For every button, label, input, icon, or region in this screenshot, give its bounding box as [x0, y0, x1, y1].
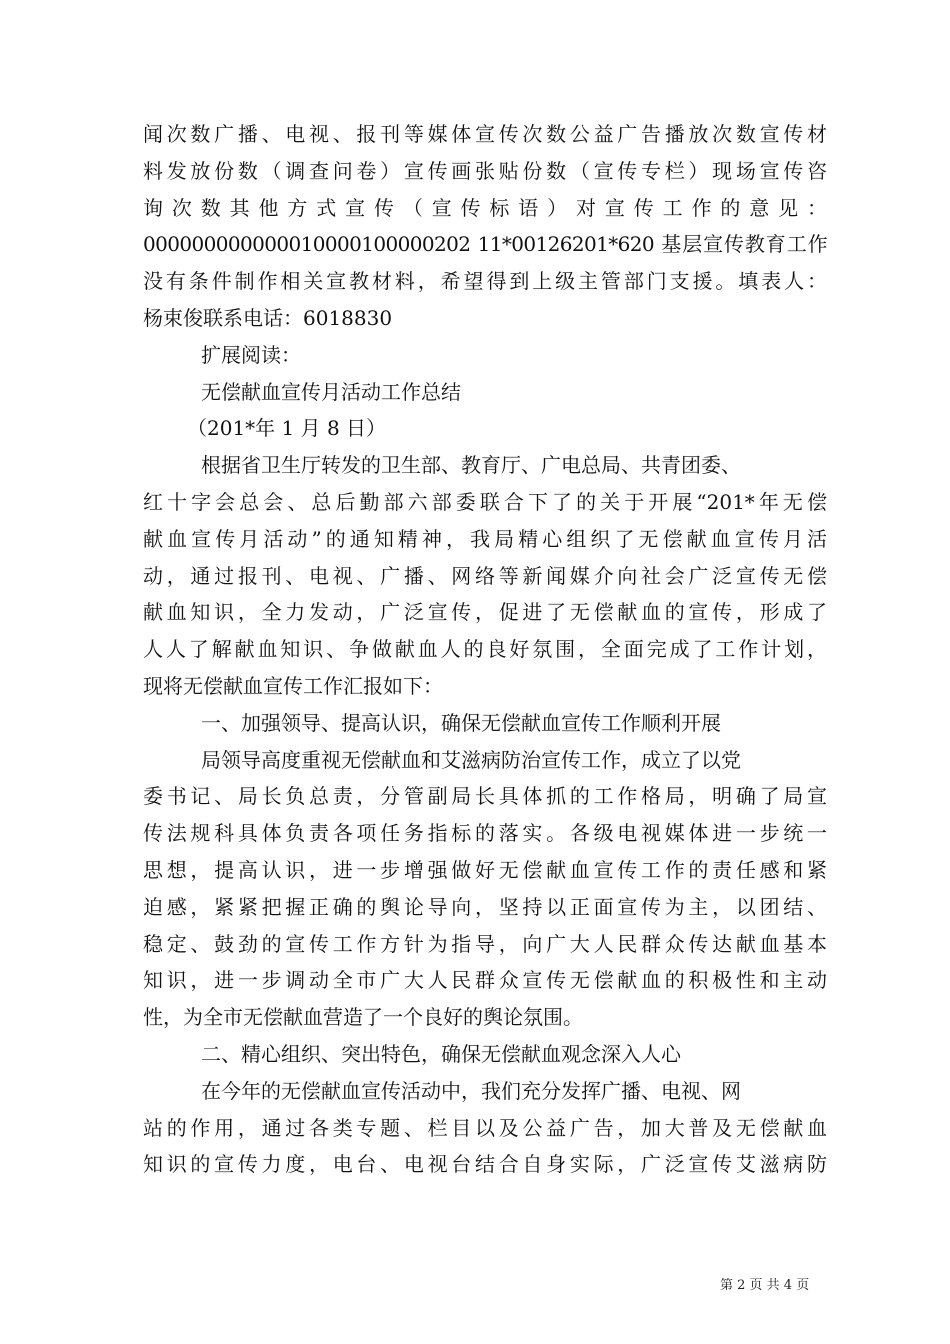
- section-label: 扩展阅读：: [201, 342, 301, 367]
- document-date: （201*年 1 月 8 日）: [187, 416, 387, 441]
- document-body: [143, 116, 827, 1183]
- text-line: 性，为全市无偿献血营造了一个良好的舆论氛围。: [143, 1005, 583, 1030]
- text-line: 现将无偿献血宣传工作汇报如下：: [143, 673, 443, 698]
- document-title: 无偿献血宣传月活动工作总结: [201, 379, 461, 404]
- text-line: 在今年的无偿献血宣传活动中，我们充分发挥广播、电视、网: [201, 1078, 741, 1103]
- section-heading: 二、精心组织、突出特色，确保无偿献血观念深入人心: [201, 1041, 681, 1066]
- text-line: 000000000000010000100000202 11*00126201*620 基层宣传教育工作: [143, 232, 827, 257]
- text-line: 杨束俊联系电话：6018830: [143, 305, 393, 330]
- page-number: 第 2 页 共 4 页: [720, 1278, 810, 1293]
- text-line: 献血宣传月活动”的通知精神，我局精心组织了无偿献血宣传月活: [143, 526, 827, 551]
- text-line: 闻次数广播、电视、报刊等媒体宣传次数公益广告播放次数宣传材: [143, 122, 827, 146]
- text-line: 红十字会总会、总后勤部六部委联合下了的关于开展“201*年无偿: [143, 489, 827, 514]
- text-line: 思想，提高认识，进一步增强做好无偿献血宣传工作的责任感和紧: [143, 857, 827, 882]
- text-line: 知识，进一步调动全市广大人民群众宣传无偿献血的积极性和主动: [143, 968, 827, 993]
- text-line: 料发放份数（调查问卷）宣传画张贴份数（宣传专栏）现场宣传咨: [143, 158, 827, 183]
- text-line: 局领导高度重视无偿献血和艾滋病防治宣传工作，成立了以党: [201, 747, 741, 772]
- text-line: 动，通过报刊、电视、广播、网络等新闻媒介向社会广泛宣传无偿: [143, 563, 827, 588]
- section-heading: 一、加强领导、提高认识，确保无偿献血宣传工作顺利开展: [201, 710, 721, 735]
- text-line: 献血知识，全力发动，广泛宣传，促进了无偿献血的宣传，形成了: [143, 600, 827, 625]
- text-line: 没有条件制作相关宣教材料，希望得到上级主管部门支援。填表人：: [143, 269, 827, 294]
- text-line: 询次数其他方式宣传（宣传标语）对宣传工作的意见：: [143, 195, 827, 220]
- text-line: 传法规科具体负责各项任务指标的落实。各级电视媒体进一步统一: [143, 821, 827, 846]
- text-line: 站的作用，通过各类专题、栏目以及公益广告，加大普及无偿献血: [143, 1115, 827, 1140]
- text-line: 委书记、局长负总责，分管副局长具体抓的工作格局，明确了局宣: [143, 784, 827, 809]
- text-line: 知识的宣传力度，电台、电视台结合自身实际，广泛宣传艾滋病防: [143, 1152, 827, 1177]
- text-line: 迫感，紧紧把握正确的舆论导向，坚持以正面宣传为主，以团结、: [143, 894, 827, 919]
- text-line: 稳定、鼓劲的宣传工作方针为指导，向广大人民群众传达献血基本: [143, 931, 827, 956]
- text-line: 根据省卫生厅转发的卫生部、教育厅、广电总局、共青团委、: [201, 453, 741, 478]
- text-line: 人人了解献血知识、争做献血人的良好氛围，全面完成了工作计划，: [143, 637, 827, 662]
